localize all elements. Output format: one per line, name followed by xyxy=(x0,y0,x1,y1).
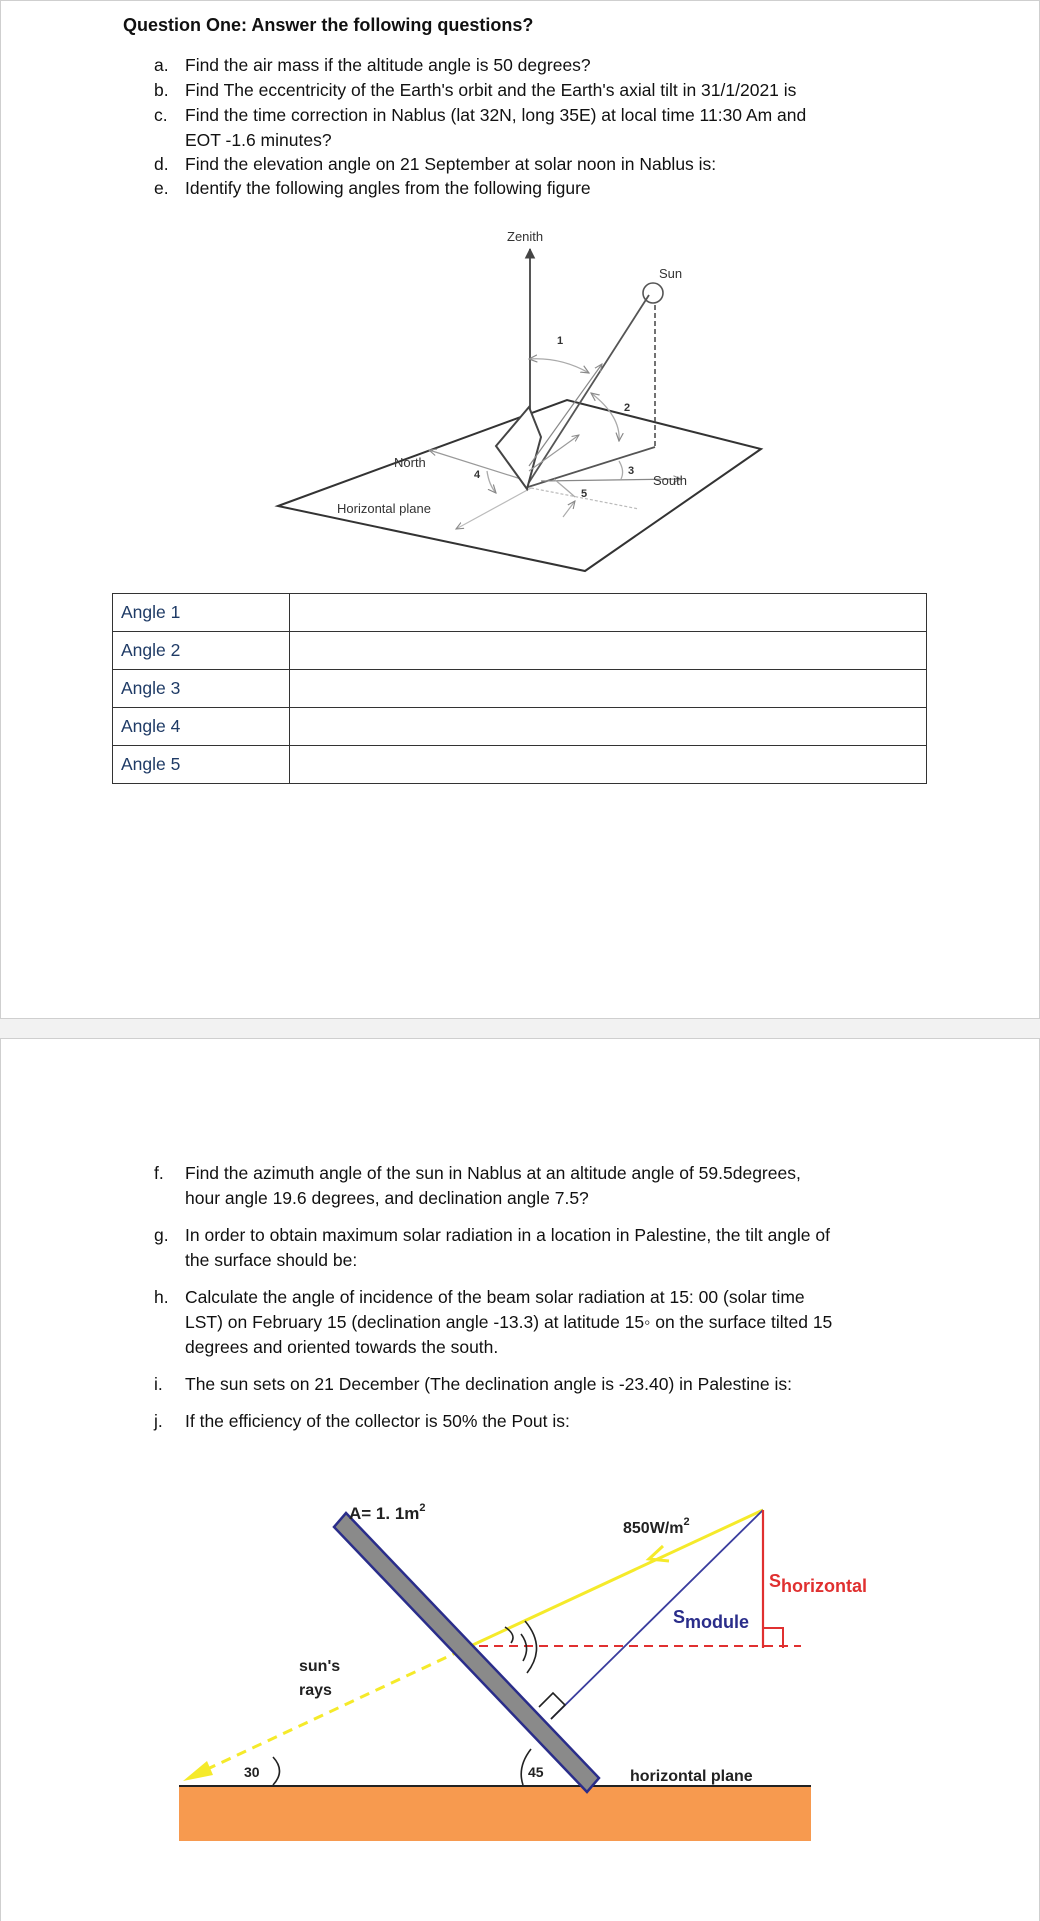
angle-2-arc xyxy=(591,393,619,441)
angle-30-label: 30 xyxy=(244,1764,260,1780)
horizontal-plane-label: Horizontal plane xyxy=(337,501,431,516)
question-g: g. In order to obtain maximum solar radiation in a location in Palestine, the tilt angle of the surface should be: xyxy=(154,1225,830,1270)
answer-cell[interactable] xyxy=(290,746,927,784)
answer-cell[interactable] xyxy=(290,708,927,746)
area-label: A= 1. $1m^2$ xyxy=(349,1502,426,1523)
angle-label: Angle 3 xyxy=(113,670,290,708)
right-angle-marker-module xyxy=(539,1693,565,1719)
sun-ray-line xyxy=(526,295,649,487)
s-horizontal-label: Shorizontal xyxy=(769,1571,868,1596)
question-b: b. Find The eccentricity of the Earth's orbit and the Earth's axial tilt in 31/1/2021 is xyxy=(154,80,797,100)
tilted-module-figure xyxy=(1,1479,1040,1889)
angle-5-pointer xyxy=(563,501,575,517)
question-heading: Question One: Answer the following questions? xyxy=(123,15,534,35)
plane-axis-line-1 xyxy=(456,488,531,529)
page-2 xyxy=(0,1038,1040,1921)
question-j: j. If the efficiency of the collector is 50% the Pout is: xyxy=(154,1411,570,1431)
question-c: c. Find the time correction in Nablus (lat 32N, long 35E) at local time 11:30 Am and EOT -1.6 minutes? xyxy=(154,105,807,150)
horizontal-plane-label-2: horizontal plane xyxy=(630,1768,753,1785)
suns-rays-label-2: rays xyxy=(299,1682,332,1699)
angle-label: Angle 1 xyxy=(113,594,290,632)
irradiance-label: $850W/m^2$ xyxy=(623,1516,690,1537)
angle-number-3: 3 xyxy=(628,465,635,477)
sun-label: Sun xyxy=(659,266,683,281)
question-a: a. Find the air mass if the altitude angle is 50 degrees? xyxy=(154,55,591,75)
angle-label: Angle 2 xyxy=(113,632,290,670)
answer-cell[interactable] xyxy=(290,632,927,670)
angle-4-arc xyxy=(487,471,496,493)
table-row xyxy=(113,594,927,632)
angle-number-5: 5 xyxy=(581,488,588,500)
sun-icon xyxy=(643,283,663,303)
suns-rays-label-1: sun's xyxy=(299,1658,341,1675)
answer-cell[interactable] xyxy=(290,670,927,708)
angle-label: Angle 4 xyxy=(113,708,290,746)
angle-label: Angle 5 xyxy=(113,746,290,784)
angle-3-arc xyxy=(619,461,623,479)
answer-cell[interactable] xyxy=(290,594,927,632)
panel-normal-line xyxy=(529,364,602,466)
south-label: South xyxy=(653,473,687,488)
table-row xyxy=(113,708,927,746)
angle-number-1: 1 xyxy=(557,335,564,347)
angle-answer-table xyxy=(112,593,927,784)
zenith-label: Zenith xyxy=(507,229,544,244)
question-d: d. Find the elevation angle on 21 September at solar noon in Nablus is: xyxy=(154,154,717,174)
s-module-label: Smodule xyxy=(673,1607,750,1632)
question-f: f. Find the azimuth angle of the sun in Nablus at an altitude angle of 59.5degrees, hour angle 19.6 degrees, and declination angle 7.5? xyxy=(154,1163,801,1208)
module-panel xyxy=(334,1513,599,1792)
table-row xyxy=(113,632,927,670)
table-row xyxy=(113,746,927,784)
north-label: North xyxy=(394,455,426,470)
sun-angles-figure xyxy=(1,221,1040,581)
angle-number-4: 4 xyxy=(474,469,481,481)
ground-rect xyxy=(179,1786,811,1841)
angle-number-2: 2 xyxy=(624,402,631,414)
angle-45-label: 45 xyxy=(528,1764,544,1780)
sun-ray-arrowhead xyxy=(183,1761,213,1781)
incidence-arc-1 xyxy=(521,1634,527,1661)
angle-5-arc xyxy=(554,479,575,497)
angle-30-arc xyxy=(273,1757,280,1785)
question-i: i. The sun sets on 21 December (The declination angle is -23.40) in Palestine is: xyxy=(154,1374,792,1394)
table-row xyxy=(113,670,927,708)
tilted-panel-shape xyxy=(496,407,541,489)
question-h: h. Calculate the angle of incidence of the beam solar radiation at 15: 00 (solar time LST) on February 15 (declination angle -13.3) at latitude 15◦ on the surface tilted 15 degrees and oriented towards the south. xyxy=(154,1287,833,1357)
angle-1-arc xyxy=(529,359,589,373)
question-e: e. Identify the following angles from the following figure xyxy=(154,178,591,198)
